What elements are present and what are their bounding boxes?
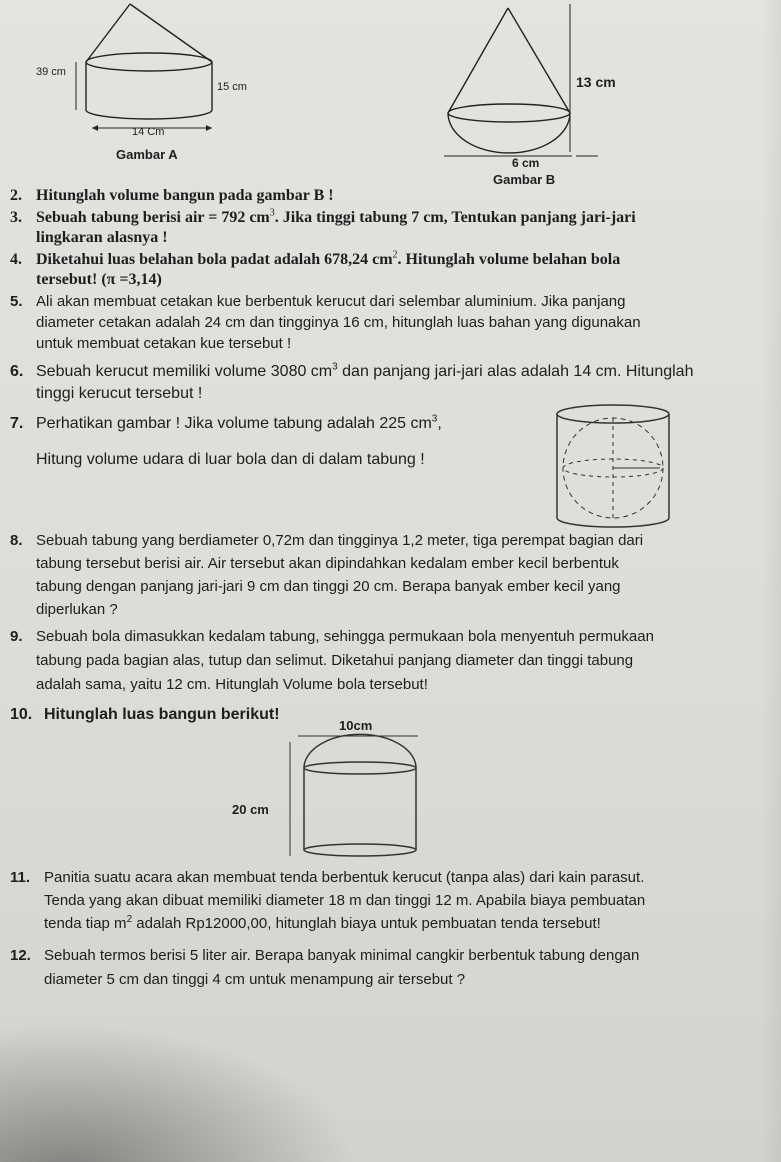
question-2 bbox=[10, 186, 765, 206]
question-text-line2: tabung pada bagian alas, tutup dan selimut. Diketahui panjang diameter dan tinggi tabung bbox=[36, 652, 634, 669]
question-number: 9. bbox=[10, 628, 23, 645]
question-number: 3. bbox=[10, 209, 22, 226]
question-4: 4. Diketahui luas belahan bola padat adalah 678,24 $cm^2$. Hitunglah volume belahan bola tersebut! (π =3,14) bbox=[10, 249, 621, 288]
figure-a-caption: Gambar A bbox=[116, 147, 178, 162]
question-number: 2. bbox=[10, 187, 22, 204]
question-5 bbox=[10, 291, 765, 354]
superscript: 3 bbox=[431, 413, 438, 425]
question-number: 5. bbox=[10, 293, 23, 310]
question-text: Sebuah tabung berisi air = 792 cm bbox=[36, 209, 270, 226]
question-text: Sebuah kerucut memiliki volume 3080 cm bbox=[36, 363, 333, 380]
question-text-line2: Tenda yang akan dibuat memiliki diameter 18 m dan tinggi 12 m. Apabila biaya pembuatan bbox=[44, 892, 646, 909]
question-text-line2: tinggi kerucut tersebut ! bbox=[36, 385, 203, 402]
question-text-line3: adalah sama, yaitu 12 cm. Hitunglah Volume bola tersebut! bbox=[36, 676, 428, 693]
question-text-line2: tabung tersebut berisi air. Air tersebut akan dipindahkan kedalam ember kecil berbentuk bbox=[36, 555, 619, 572]
question-text: Sebuah termos berisi 5 liter air. Berapa banyak minimal cangkir berbentuk tabung dengan bbox=[44, 947, 640, 964]
superscript: 3 bbox=[332, 361, 338, 373]
figure-10-label-top: 10cm bbox=[339, 718, 373, 733]
cone-b-left-edge bbox=[448, 8, 508, 113]
figure-sphere-in-cylinder bbox=[552, 400, 674, 532]
question-text: Perhatikan gambar ! Jika volume tabung adalah 225 cm bbox=[36, 415, 432, 432]
question-text: Hitunglah luas bangun berikut! bbox=[44, 706, 280, 723]
hemisphere-dome bbox=[304, 734, 416, 768]
figure-10-label-side: 20 cm bbox=[232, 802, 269, 817]
question-3: 3. Sebuah tabung berisi air = 792 $cm^3$. Jika tinggi tabung 7 cm, Tentukan panjang jari-jari lingkaran alasnya ! bbox=[10, 207, 636, 246]
question-number: 6. bbox=[10, 363, 24, 380]
question-text-line2: diameter cetakan adalah 24 cm dan tingginya 16 cm, hitunglah luas bahan yang digunakan bbox=[36, 314, 641, 331]
question-text-line2: Hitung volume udara di luar bola dan di dalam tabung ! bbox=[36, 451, 425, 468]
question-7: 7. Perhatikan gambar ! Jika volume tabung adalah 225 $cm^3$, Hitung volume udara di luar bola dan di dalam tabung ! bbox=[10, 415, 765, 469]
question-number: 4. bbox=[10, 251, 22, 268]
figure-b-caption: Gambar B bbox=[493, 172, 556, 187]
question-text-line3: tabung dengan panjang jari-jari 9 cm dan tinggi 20 cm. Berapa banyak ember kecil yang bbox=[36, 578, 621, 595]
question-8 bbox=[10, 529, 765, 621]
question-number: 11. bbox=[10, 869, 31, 886]
question-9 bbox=[10, 625, 765, 697]
figure-a-label-slant: 39 cm bbox=[36, 66, 66, 78]
question-number: 7. bbox=[10, 415, 24, 432]
cylinder-a-top bbox=[86, 53, 212, 71]
figure-a-label-width: 14 Cm bbox=[132, 126, 165, 138]
question-text-line2: lingkaran alasnya ! bbox=[36, 229, 168, 246]
cylinder-a-bottom bbox=[86, 110, 212, 119]
question-text: Ali akan membuat cetakan kue berbentuk kerucut dari selembar aluminium. Jika panjang bbox=[36, 293, 626, 310]
superscript: 2 bbox=[126, 914, 133, 925]
question-text: Hitunglah volume bangun pada gambar B ! bbox=[36, 187, 334, 204]
question-number: 10. bbox=[10, 706, 33, 723]
cylinder-bottom bbox=[304, 844, 416, 856]
question-text-line3: tenda tiap m bbox=[44, 915, 127, 932]
question-text: Sebuah bola dimasukkan kedalam tabung, sehingga permukaan bola menyentuh permukaan bbox=[36, 628, 654, 645]
question-text: Panitia suatu acara akan membuat tenda berbentuk kerucut (tanpa alas) dari kain parasut. bbox=[44, 869, 645, 886]
superscript: 3 bbox=[269, 207, 275, 219]
question-11: 11. Panitia suatu acara akan membuat tenda berbentuk kerucut (tanpa alas) dari kain parasut. Tenda yang akan dibuat memiliki diameter 18 m dan tinggi 12 m. Apabila biaya pembuatan tenda tiap $m^2$ adalah Rp12000,00, hitunglah biaya untuk pembuatan tenda tersebut! bbox=[10, 866, 765, 935]
question-text-line4: diperlukan ? bbox=[36, 601, 118, 618]
hemisphere-b-rim bbox=[448, 104, 570, 122]
question-12 bbox=[10, 944, 765, 992]
question-text-line3: untuk membuat cetakan kue tersebut ! bbox=[36, 335, 292, 352]
figure-b-label-height: 13 cm bbox=[576, 74, 616, 90]
question-number: 12. bbox=[10, 947, 31, 964]
figure-a-label-height: 15 cm bbox=[217, 81, 247, 93]
question-text-line2: diameter 5 cm dan tinggi 4 cm untuk menampung air tersebut ? bbox=[44, 971, 466, 988]
question-text: Diketahui luas belahan bola padat adalah 678,24 cm bbox=[36, 251, 393, 268]
question-6: 6. Sebuah kerucut memiliki volume 3080 $cm^3$ dan panjang jari-jari alas adalah 14 cm. Hitunglah tinggi kerucut tersebut ! bbox=[10, 361, 765, 405]
cone-b-right-edge bbox=[508, 8, 570, 113]
cylinder-bottom bbox=[557, 518, 669, 527]
hemisphere-base bbox=[304, 762, 416, 774]
question-10 bbox=[10, 706, 765, 724]
figure-hemisphere-on-cylinder bbox=[280, 730, 430, 865]
question-text-line2: tersebut! (π =3,14) bbox=[36, 271, 162, 288]
figure-b-label-radius: 6 cm bbox=[512, 156, 540, 170]
question-number: 8. bbox=[10, 532, 23, 549]
superscript: 2 bbox=[392, 249, 398, 261]
question-text: Sebuah tabung yang berdiameter 0,72m dan tingginya 1,2 meter, tiga perempat bagian dari bbox=[36, 532, 644, 549]
